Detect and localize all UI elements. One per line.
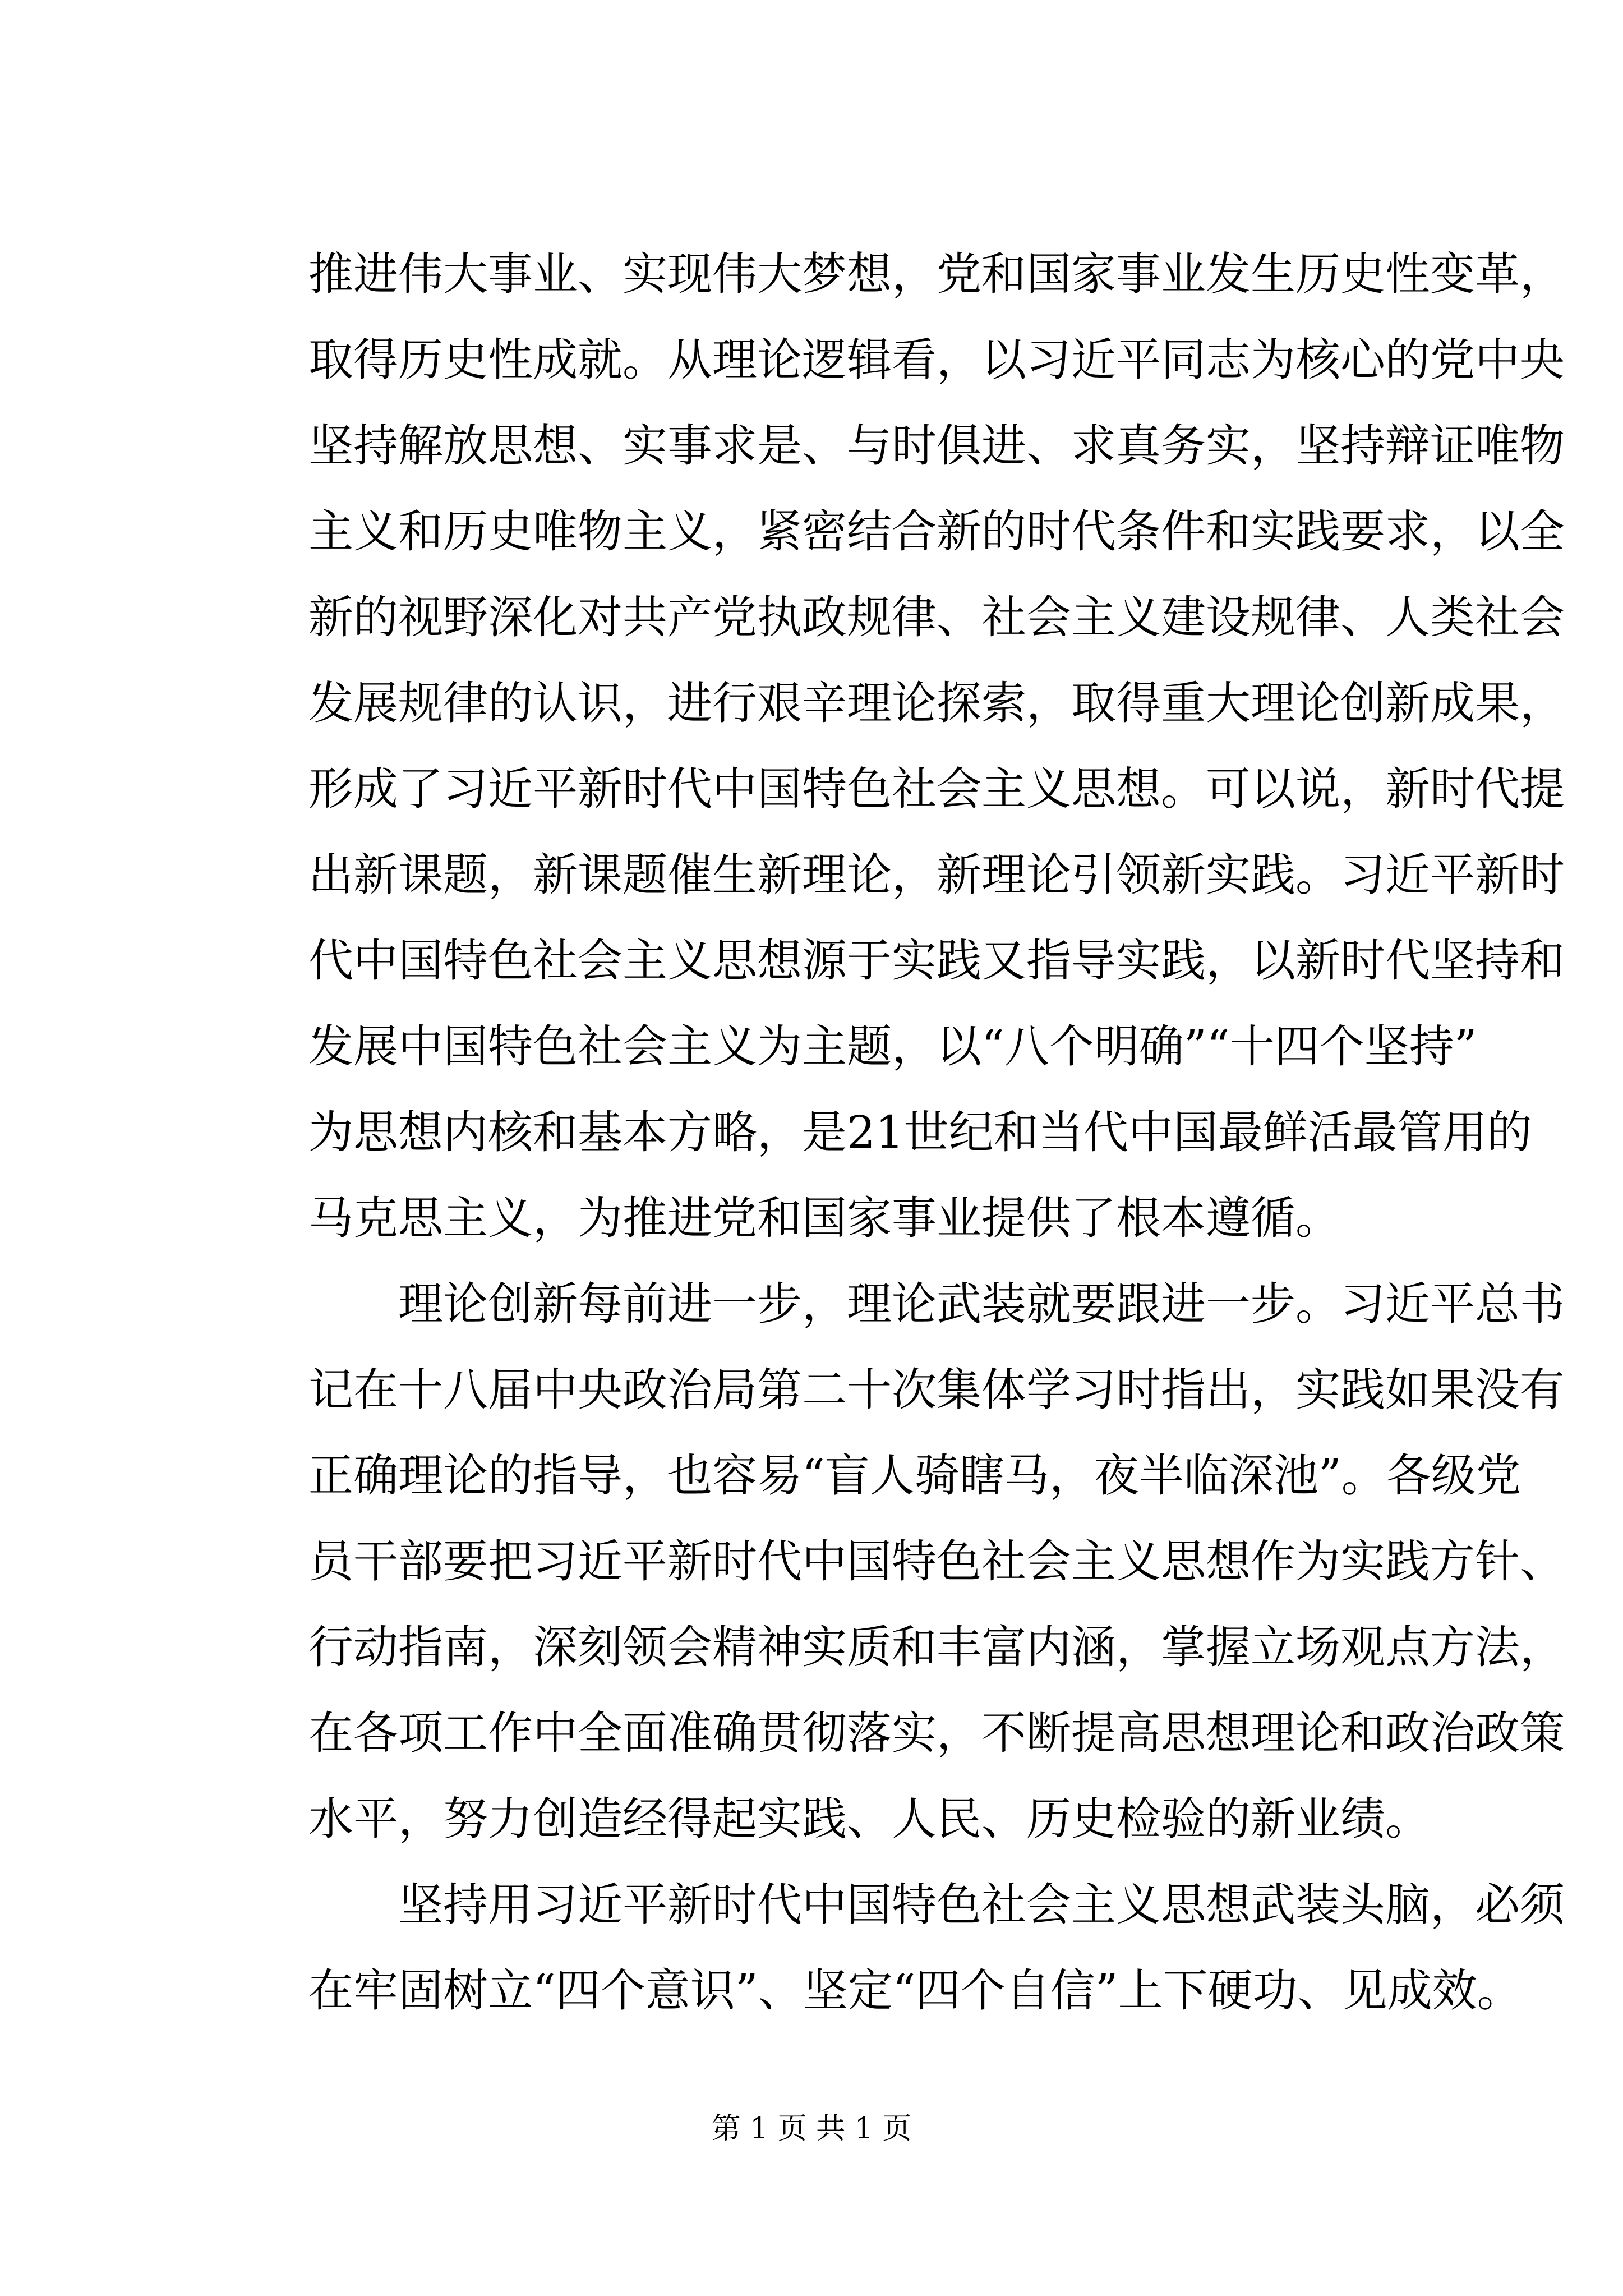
- paragraph-end-line: 马克思主义，为推进党和国家事业提供了根本遵循。: [308, 1192, 1340, 1244]
- text-line: 主义和历史唯物主义，紧密结合新的时代条件和实践要求，以全: [308, 505, 1565, 558]
- text-line: 发展规律的认识，进行艰辛理论探索，取得重大理论创新成果，: [308, 677, 1565, 729]
- text-line: 记在十八届中央政治局第二十次集体学习时指出，实践如果没有: [308, 1364, 1565, 1416]
- text-line: 在牢固树立“四个意识”、坚定“四个自信”上下硬功、见成效。: [308, 1964, 1522, 2017]
- body-text: [308, 231, 1565, 2033]
- text-line: 员干部要把习近平新时代中国特色社会主义思想作为实践方针、: [308, 1535, 1565, 1588]
- text-line: 坚持解放思想、实事求是、与时俱进、求真务实，坚持辩证唯物: [308, 420, 1565, 472]
- text-line: 代中国特色社会主义思想源于实践又指导实践，以新时代坚持和: [308, 935, 1565, 987]
- paragraph-end-line: 水平，努力创造经得起实践、人民、历史检验的新业绩。: [308, 1793, 1430, 1845]
- text-line: 取得历史性成就。从理论逻辑看，以习近平同志为核心的党中央: [308, 334, 1565, 386]
- paragraph-start-line: 理论创新每前进一步，理论武装就要跟进一步。习近平总书: [308, 1278, 1565, 1330]
- text-line: 出新课题，新课题催生新理论，新理论引领新实践。习近平新时: [308, 849, 1565, 901]
- text-line: 正确理论的指导，也容易“盲人骑瞎马，夜半临深池”。各级党: [308, 1450, 1521, 1502]
- text-line: 为思想内核和基本方略，是21世纪和当代中国最鲜活最管用的: [308, 1106, 1532, 1158]
- text-line: 发展中国特色社会主义为主题，以“八个明确”“十四个坚持”: [308, 1020, 1477, 1073]
- text-line: 形成了习近平新时代中国特色社会主义思想。可以说，新时代提: [308, 763, 1565, 815]
- page-number-footer: 第 1 页 共 1 页: [711, 2112, 912, 2146]
- text-line: 行动指南，深刻领会精神实质和丰富内涵，掌握立场观点方法，: [308, 1621, 1565, 1673]
- text-line: 推进伟大事业、实现伟大梦想，党和国家事业发生历史性变革，: [308, 248, 1565, 300]
- text-line: 在各项工作中全面准确贯彻落实，不断提高思想理论和政治政策: [308, 1707, 1565, 1759]
- paragraph-start-line: 坚持用习近平新时代中国特色社会主义思想武装头脑，必须: [308, 1879, 1565, 1931]
- text-line: 新的视野深化对共产党执政规律、社会主义建设规律、人类社会: [308, 591, 1565, 643]
